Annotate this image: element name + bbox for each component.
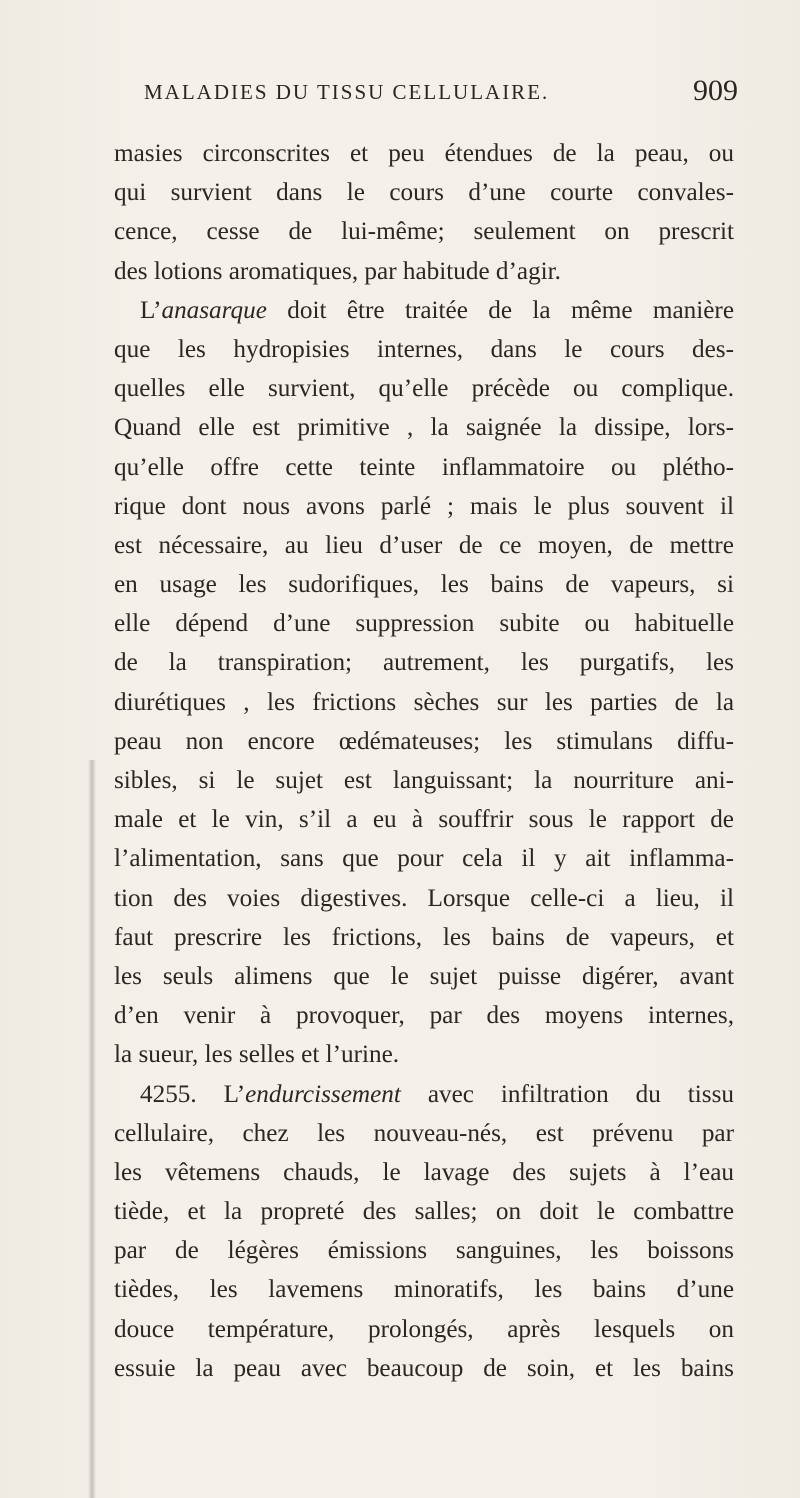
line-text: Quand elle est primitive , la saignée la dissipe, lors- bbox=[114, 414, 734, 442]
text-line bbox=[114, 1349, 734, 1388]
line-text: les seuls alimens que le sujet puisse digérer, avant bbox=[114, 962, 734, 990]
line-text: quelles elle survient, qu’elle précède ou complique. bbox=[114, 375, 734, 403]
text-line bbox=[114, 1310, 734, 1349]
text-line bbox=[114, 565, 734, 604]
line-text: par de légères émissions sanguines, les boissons bbox=[114, 1237, 734, 1265]
line-text: l’alimentation, sans que pour cela il y ait inflamma- bbox=[114, 845, 734, 873]
line-text: cence, cesse de lui-même; seulement on prescrit bbox=[114, 218, 734, 246]
text-line bbox=[114, 1270, 734, 1309]
page-header bbox=[108, 74, 738, 124]
text-line bbox=[114, 212, 734, 251]
line-text: d’en venir à provoquer, par des moyens internes, bbox=[114, 1002, 734, 1030]
text-line bbox=[114, 683, 734, 722]
text-line bbox=[114, 448, 734, 487]
line-text: est nécessaire, au lieu d’user de ce moyen, de mettre bbox=[114, 531, 734, 559]
line-text: faut prescrire les frictions, les bains de vapeurs, et bbox=[114, 923, 734, 951]
text-line bbox=[114, 252, 734, 291]
line-text: que les hydropisies internes, dans le cours des- bbox=[114, 335, 734, 363]
binding-shadow bbox=[88, 760, 96, 1498]
line-prefix: L’ bbox=[140, 296, 162, 324]
text-line bbox=[114, 408, 734, 447]
italic-term: anasarque bbox=[161, 296, 267, 324]
text-line bbox=[114, 996, 734, 1035]
text-line bbox=[114, 173, 734, 212]
text-line bbox=[114, 526, 734, 565]
text-line bbox=[114, 722, 734, 761]
text-line bbox=[114, 291, 734, 330]
line-text: peau non encore œdémateuses; les stimulans diffu- bbox=[114, 727, 734, 755]
text-line bbox=[114, 839, 734, 878]
text-line bbox=[114, 1231, 734, 1270]
line-text: elle dépend d’une suppression subite ou habituelle bbox=[114, 610, 734, 638]
line-text: diurétiques , les frictions sèches sur les parties de la bbox=[114, 688, 734, 716]
line-text: masies circonscrites et peu étendues de la peau, ou bbox=[114, 140, 734, 167]
text-line bbox=[114, 604, 734, 643]
line-text: qu’elle offre cette teinte inflammatoire ou plétho- bbox=[114, 453, 734, 481]
text-line bbox=[114, 487, 734, 526]
line-text: qui survient dans le cours d’une courte convales- bbox=[114, 179, 734, 207]
line-prefix: 4255. L’ bbox=[140, 1080, 246, 1108]
line-text: les vêtemens chauds, le lavage des sujets à l’eau bbox=[114, 1158, 734, 1186]
body-text bbox=[114, 134, 734, 1388]
line-text: en usage les sudorifiques, les bains de vapeurs, si bbox=[114, 571, 734, 599]
text-line bbox=[114, 330, 734, 369]
running-head: MALADIES DU TISSU CELLULAIRE. bbox=[144, 80, 550, 104]
line-text: male et le vin, s’il a eu à souffrir sous le rapport de bbox=[114, 806, 734, 834]
line-text: cellulaire, chez les nouveau-nés, est prévenu par bbox=[114, 1119, 734, 1147]
line-text: rique dont nous avons parlé ; mais le plus souvent il bbox=[114, 492, 734, 520]
line-text: tion des voies digestives. Lorsque celle-ci a lieu, il bbox=[114, 884, 734, 912]
line-text: de la transpiration; autrement, les purgatifs, les bbox=[114, 649, 734, 677]
line-text: tiède, et la propreté des salles; on doit le combattre bbox=[114, 1198, 734, 1226]
italic-term: endurcissement bbox=[245, 1080, 401, 1108]
text-line bbox=[114, 1192, 734, 1231]
text-line bbox=[114, 761, 734, 800]
text-line bbox=[114, 800, 734, 839]
text-line bbox=[114, 369, 734, 408]
text-line bbox=[114, 1153, 734, 1192]
text-line bbox=[114, 643, 734, 682]
line-text: sibles, si le sujet est languissant; la nourriture ani- bbox=[114, 767, 734, 794]
line-text: essuie la peau avec beaucoup de soin, et les bains bbox=[114, 1354, 734, 1382]
text-line bbox=[114, 879, 734, 918]
text-line bbox=[114, 918, 734, 957]
line-text: tièdes, les lavemens minoratifs, les bains d’une bbox=[114, 1276, 734, 1304]
line-text: douce température, prolongés, après lesquels on bbox=[114, 1315, 734, 1343]
line-text: doit être traitée de la même manière bbox=[266, 296, 734, 324]
text-line bbox=[114, 1114, 734, 1153]
text-line bbox=[114, 1075, 734, 1114]
text-line bbox=[114, 1035, 734, 1074]
text-line bbox=[114, 957, 734, 996]
line-text: avec infiltration du tissu bbox=[400, 1080, 734, 1108]
page-number: 909 bbox=[693, 74, 738, 107]
line-text: la sueur, les selles et l’urine. bbox=[114, 1041, 400, 1069]
line-text: des lotions aromatiques, par habitude d’agir. bbox=[114, 257, 561, 285]
text-line bbox=[114, 134, 734, 173]
